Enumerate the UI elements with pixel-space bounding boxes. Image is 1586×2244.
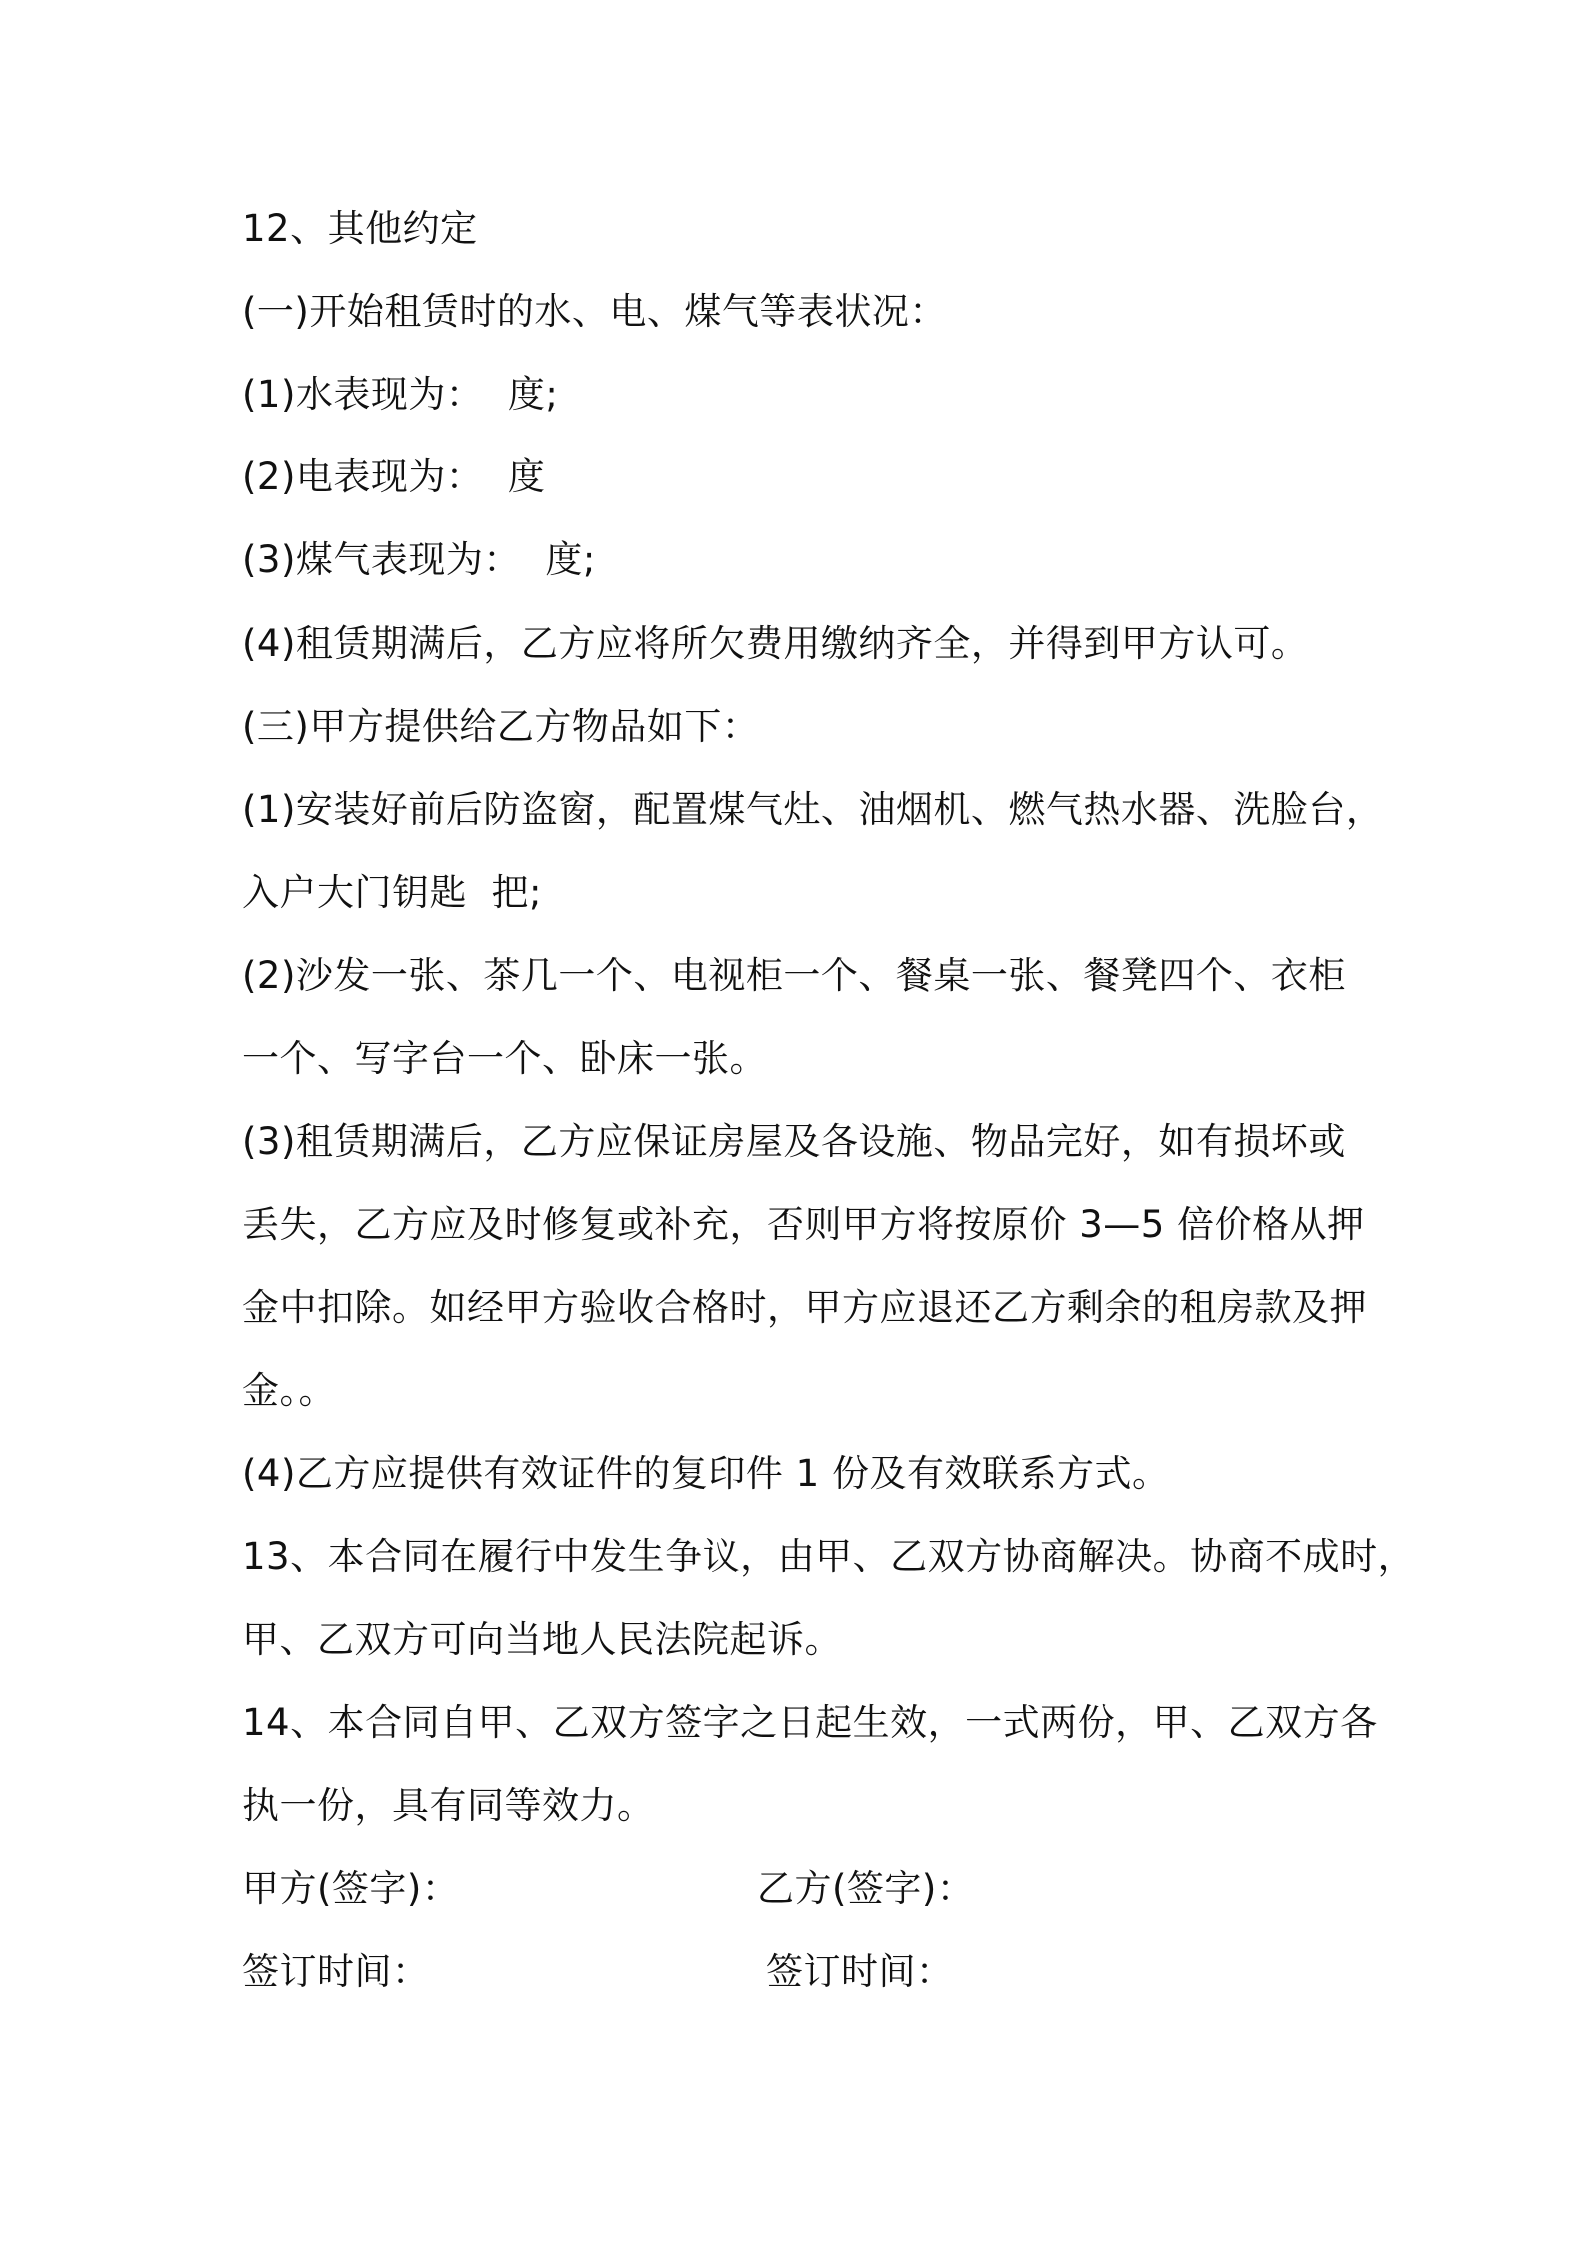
- meter-status-heading: (一)开始租赁时的水、电、煤气等表状况：: [242, 290, 947, 333]
- section-12-heading: 12、其他约定: [242, 207, 478, 250]
- section-13-line-1: 13、本合同在履行中发生争议，由甲、乙双方协商解决。协商不成时，: [242, 1535, 1416, 1578]
- items-clause-1-line-1: (1)安装好前后防盗窗，配置煤气灶、油烟机、燃气热水器、洗脸台，: [242, 788, 1384, 831]
- items-clause-4-line: (4)乙方应提供有效证件的复印件 1 份及有效联系方式。: [242, 1452, 1170, 1495]
- items-clause-1-line-2: 入户大门钥匙 把;: [242, 871, 542, 914]
- gas-meter-line: (3)煤气表现为： 度;: [242, 538, 596, 581]
- party-b-date-label: 签订时间：: [766, 1950, 954, 1993]
- party-b-signature-label: 乙方(签字)：: [757, 1867, 975, 1910]
- items-clause-3-line-1: (3)租赁期满后，乙方应保证房屋及各设施、物品完好，如有损坏或: [242, 1120, 1346, 1163]
- party-a-signature-label: 甲方(签字)：: [242, 1867, 460, 1910]
- section-14-line-2: 执一份，具有同等效力。: [242, 1784, 655, 1827]
- items-clause-2-line-1: (2)沙发一张、茶几一个、电视柜一个、餐桌一张、餐凳四个、衣柜: [242, 954, 1346, 997]
- fees-clause-line: (4)租赁期满后，乙方应将所欠费用缴纳齐全，并得到甲方认可。: [242, 622, 1309, 665]
- electric-meter-line: (2)电表现为： 度: [242, 455, 546, 498]
- items-clause-2-line-2: 一个、写字台一个、卧床一张。: [242, 1037, 767, 1080]
- items-clause-3-line-2: 丢失，乙方应及时修复或补充，否则甲方将按原价 3—5 倍价格从押: [242, 1203, 1365, 1246]
- items-heading: (三)甲方提供给乙方物品如下：: [242, 705, 760, 748]
- items-clause-3-line-3: 金中扣除。如经甲方验收合格时，甲方应退还乙方剩余的租房款及押: [242, 1286, 1367, 1329]
- section-13-line-2: 甲、乙双方可向当地人民法院起诉。: [242, 1618, 842, 1661]
- party-a-date-label: 签订时间：: [242, 1950, 430, 1993]
- section-14-line-1: 14、本合同自甲、乙双方签字之日起生效，一式两份，甲、乙双方各: [242, 1701, 1378, 1744]
- items-clause-3-line-4: 金。。: [242, 1369, 336, 1412]
- water-meter-line: (1)水表现为： 度;: [242, 373, 559, 416]
